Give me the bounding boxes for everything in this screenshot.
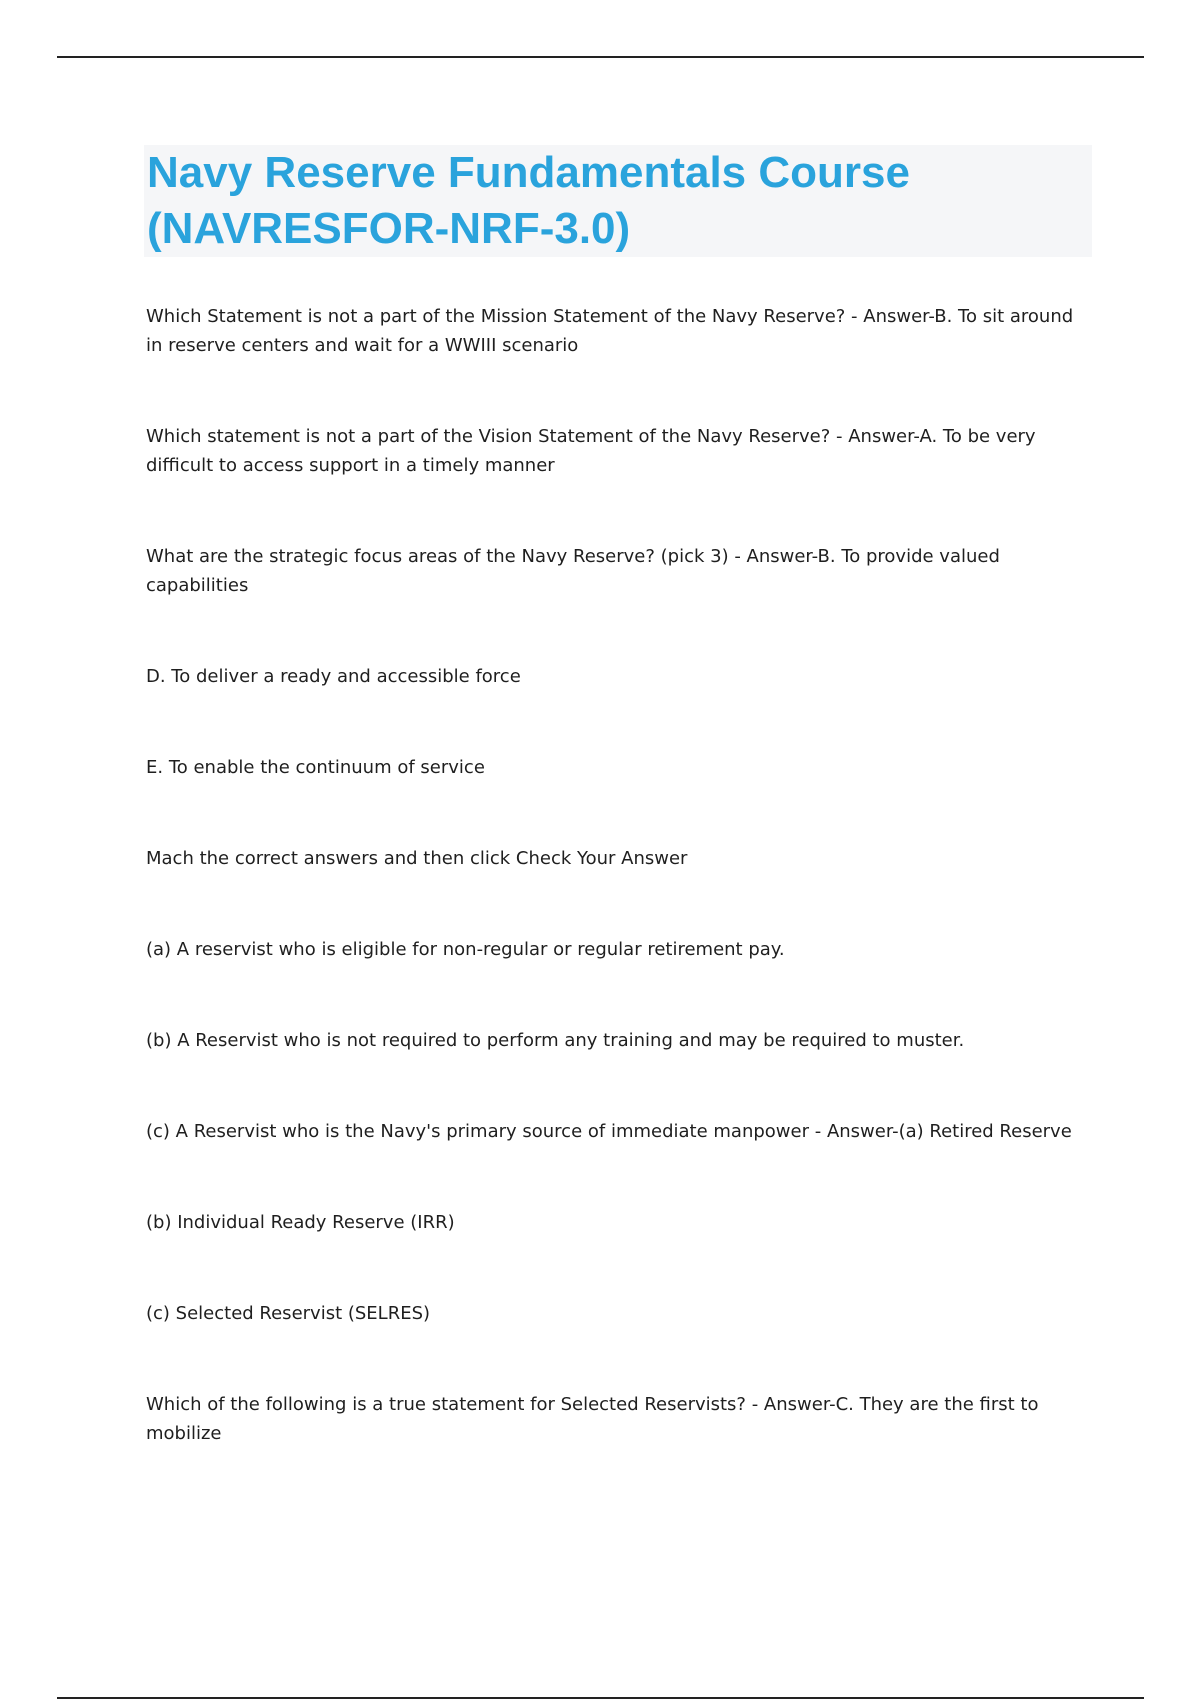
question-strategic-focus: What are the strategic focus areas of the Navy Reserve? (pick 3) - Answer-B. To provide valued capabilities: [146, 546, 1000, 596]
question-mission-statement: Which Statement is not a part of the Mission Statement of the Navy Reserve? - Answer-B. To sit around in reserve centers and wait for a WWIII scenario: [146, 306, 1074, 356]
answer-option-d: D. To deliver a ready and accessible force: [146, 666, 521, 687]
matching-answer-c: (c) Selected Reservist (SELRES): [146, 1303, 431, 1324]
matching-item-a: (a) A reservist who is eligible for non-regular or regular retirement pay.: [146, 939, 785, 960]
question-vision-statement: Which statement is not a part of the Vision Statement of the Navy Reserve? - Answer-A. To be very difficult to access support in a timely manner: [146, 426, 1036, 476]
matching-answer-b: (b) Individual Ready Reserve (IRR): [146, 1212, 455, 1233]
footer-rule: [57, 1697, 1144, 1699]
header-rule: [57, 56, 1144, 58]
answer-option-e: E. To enable the continuum of service: [146, 757, 485, 778]
question-selected-reservists: Which of the following is a true statement for Selected Reservists? - Answer-C. They are the first to mobilize: [146, 1394, 1039, 1444]
document-title: Navy Reserve Fundamentals Course (NAVRESFOR-NRF-3.0): [147, 148, 910, 253]
document-body: [146, 302, 1086, 1448]
title-block: [144, 145, 1092, 257]
matching-instruction: Mach the correct answers and then click Check Your Answer: [146, 848, 688, 869]
matching-item-c: (c) A Reservist who is the Navy's primary source of immediate manpower - Answer-(a) Retired Reserve: [146, 1121, 1072, 1142]
matching-item-b: (b) A Reservist who is not required to perform any training and may be required to muster.: [146, 1030, 965, 1051]
